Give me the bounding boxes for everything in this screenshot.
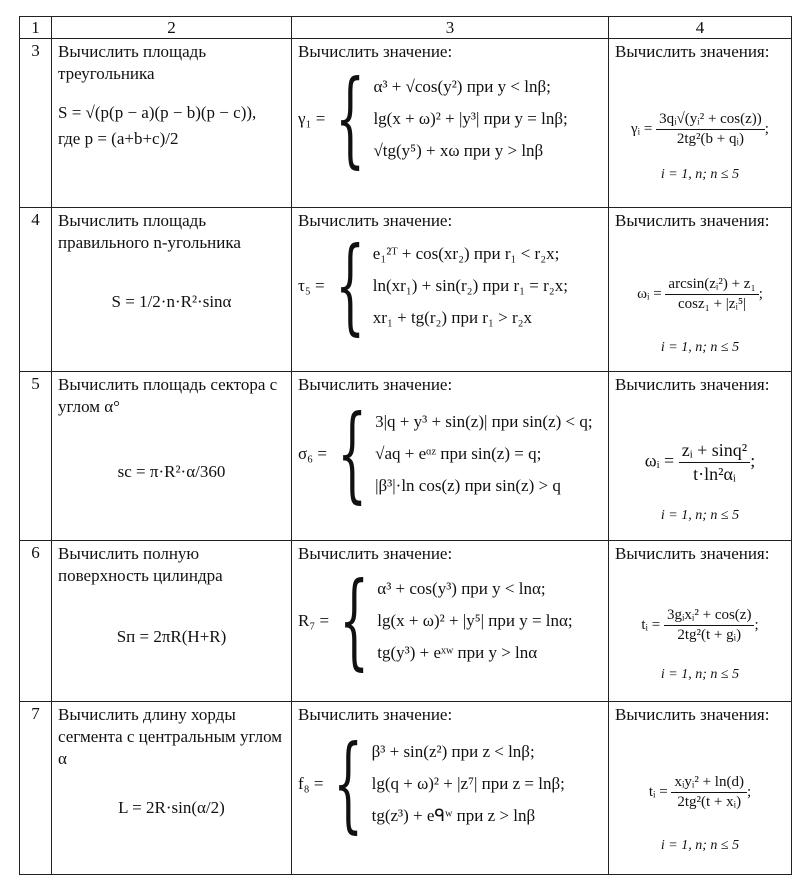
system-lead: Вычислить значение: (298, 42, 453, 61)
denominator: 2tg²(t + gᵢ) (677, 627, 742, 643)
numerator: zᵢ + sinq² (679, 440, 751, 463)
brace-icon: { (333, 722, 364, 845)
series-tail: ; (750, 450, 756, 471)
system-cases (372, 742, 565, 826)
system-cell (292, 541, 609, 702)
denominator: t·ln²αᵢ (693, 464, 736, 484)
series-lhs: ωᵢ = (637, 285, 662, 302)
header-col-2: 2 (52, 17, 292, 39)
index-condition: i = 1, n; n ≤ 5 (660, 838, 740, 853)
series-cell (609, 702, 792, 875)
series-cell (609, 372, 792, 541)
brace-icon: { (339, 559, 370, 682)
numerator: arcsin(zᵢ²) + z₁ (665, 276, 758, 295)
system-cases (377, 579, 572, 663)
series-lead: Вычислить значения: (615, 705, 770, 724)
task-text: Вычислить площадь треугольника (58, 42, 207, 83)
system-lead: Вычислить значение: (298, 375, 453, 394)
fraction (671, 774, 747, 811)
system-cell (292, 372, 609, 541)
fraction (665, 276, 758, 313)
piecewise-system (298, 224, 568, 347)
system-cell (292, 208, 609, 372)
row-number: 3 (20, 39, 52, 208)
area-formula: L = 2R·sin(α/2) (118, 798, 225, 817)
system-lhs: τ₅ = (298, 276, 325, 295)
series-lead: Вычислить значения: (615, 544, 770, 563)
system-lead: Вычислить значение: (298, 544, 453, 563)
series-cell (609, 541, 792, 702)
index-condition: i = 1, n; n ≤ 5 (660, 340, 740, 355)
series-lead: Вычислить значения: (615, 375, 770, 394)
denominator: 2tg²(t + xᵢ) (677, 794, 742, 810)
table-row (20, 702, 792, 875)
case-line: tg(y³) + eˣʷ при y > lnα (377, 643, 538, 662)
case-line: 3|q + y³ + sin(z)| при sin(z) < q; (375, 412, 593, 431)
series-lhs: tᵢ = (641, 616, 661, 633)
case-line: xr₁ + tg(r₂) при r₁ > r₂x (372, 308, 533, 327)
brace-icon: { (337, 392, 367, 515)
table-row (20, 541, 792, 702)
series-formula (609, 276, 791, 313)
system-lhs: R₇ = (298, 611, 330, 630)
case-line: lg(q + ω)² + |z⁷| при z = lnβ; (371, 774, 565, 793)
system-lhs: σ₆ = (298, 444, 327, 463)
case-line: e₁²ᵀ + cos(xr₂) при r₁ < r₂x; (372, 244, 560, 263)
header-col-4: 4 (609, 17, 792, 39)
system-lead: Вычислить значение: (298, 211, 453, 230)
case-line: ln(xr₁) + sin(r₂) при r₁ = r₂x; (372, 276, 568, 295)
series-tail: ; (754, 616, 759, 633)
piecewise-system (298, 722, 565, 845)
piecewise-system (298, 57, 568, 180)
series-formula (609, 440, 791, 485)
case-line: β³ + sin(z²) при z < lnβ; (371, 742, 535, 761)
system-lhs: γ₁ = (298, 109, 326, 128)
system-cases (373, 244, 568, 328)
row-number: 4 (20, 208, 52, 372)
series-cell (609, 39, 792, 208)
task-cell (52, 208, 292, 372)
index-condition: i = 1, n; n ≤ 5 (660, 508, 740, 523)
piecewise-system (298, 392, 593, 515)
series-lhs: ωᵢ = (644, 450, 675, 471)
task-cell (52, 39, 292, 208)
series-tail: ; (764, 120, 769, 137)
case-line: lg(x + ω)² + |y³| при y = lnβ; (373, 109, 568, 128)
area-formula: Sп = 2πR(H+R) (116, 627, 227, 646)
task-text: Вычислить площадь правильного n-угольника (58, 211, 241, 252)
brace-icon: { (334, 224, 365, 347)
formula-note: где p = (a+b+c)/2 (58, 129, 179, 148)
table-row (20, 372, 792, 541)
denominator: 2tg²(b + qᵢ) (676, 131, 744, 147)
series-lead: Вычислить значения: (615, 42, 770, 61)
task-text: Вычислить полную поверхность цилиндра (58, 544, 223, 585)
case-line: |β³|·ln cos(z) при sin(z) > q (375, 476, 561, 495)
system-cases (373, 77, 567, 161)
case-line: √aq + eᵅᶻ при sin(z) = q; (375, 444, 542, 463)
table-row (20, 208, 792, 372)
area-formula: S = √(p(p − a)(p − b)(p − c)), (58, 103, 257, 122)
system-cell (292, 39, 609, 208)
fraction (656, 111, 765, 148)
index-condition: i = 1, n; n ≤ 5 (660, 667, 740, 682)
header-row (20, 17, 792, 39)
area-formula: sc = π·R²·α/360 (117, 462, 226, 481)
index-condition: i = 1, n; n ≤ 5 (660, 167, 740, 182)
task-cell (52, 372, 292, 541)
piecewise-system (298, 559, 573, 682)
table-row (20, 39, 792, 208)
row-number: 6 (20, 541, 52, 702)
header-col-1: 1 (20, 17, 52, 39)
row-number: 7 (20, 702, 52, 875)
brace-icon: { (335, 57, 366, 180)
fraction (679, 440, 751, 485)
row-number: 5 (20, 372, 52, 541)
task-text: Вычислить длину хорды сегмента с центральным углом α (58, 705, 283, 768)
numerator: 3qᵢ√(yᵢ² + cos(z)) (656, 111, 765, 130)
series-tail: ; (746, 783, 752, 800)
series-lhs: γᵢ = (631, 120, 653, 137)
numerator: 3gᵢxᵢ² + cos(z) (664, 607, 755, 626)
system-lead: Вычислить значение: (298, 705, 453, 724)
series-lead: Вычислить значения: (615, 211, 770, 230)
series-formula (609, 607, 791, 644)
system-cell (292, 702, 609, 875)
tasks-table (19, 16, 792, 875)
task-cell (52, 702, 292, 875)
denominator: cosz₁ + |zᵢ⁵| (677, 296, 747, 312)
case-line: α³ + cos(y³) при y < lnα; (377, 579, 546, 598)
numerator: xᵢyᵢ² + ln(d) (671, 774, 747, 793)
series-formula (609, 774, 791, 811)
area-formula: S = 1/2·n·R²·sinα (111, 292, 232, 311)
header-col-3: 3 (292, 17, 609, 39)
case-line: α³ + √cos(y²) при y < lnβ; (373, 77, 551, 96)
task-text: Вычислить площадь сектора с углом α° (58, 375, 278, 416)
system-cases (375, 412, 593, 496)
series-cell (609, 208, 792, 372)
system-lhs: f₈ = (298, 774, 324, 793)
task-cell (52, 541, 292, 702)
case-line: √tg(y⁵) + xω при y > lnβ (373, 141, 544, 160)
case-line: tg(z³) + eᑫʷ при z > lnβ (371, 806, 536, 825)
case-line: lg(x + ω)² + |y⁵| при y = lnα; (377, 611, 573, 630)
series-formula (609, 111, 791, 148)
series-lhs: tᵢ = (648, 783, 668, 800)
fraction (664, 607, 755, 644)
series-tail: ; (758, 285, 763, 302)
